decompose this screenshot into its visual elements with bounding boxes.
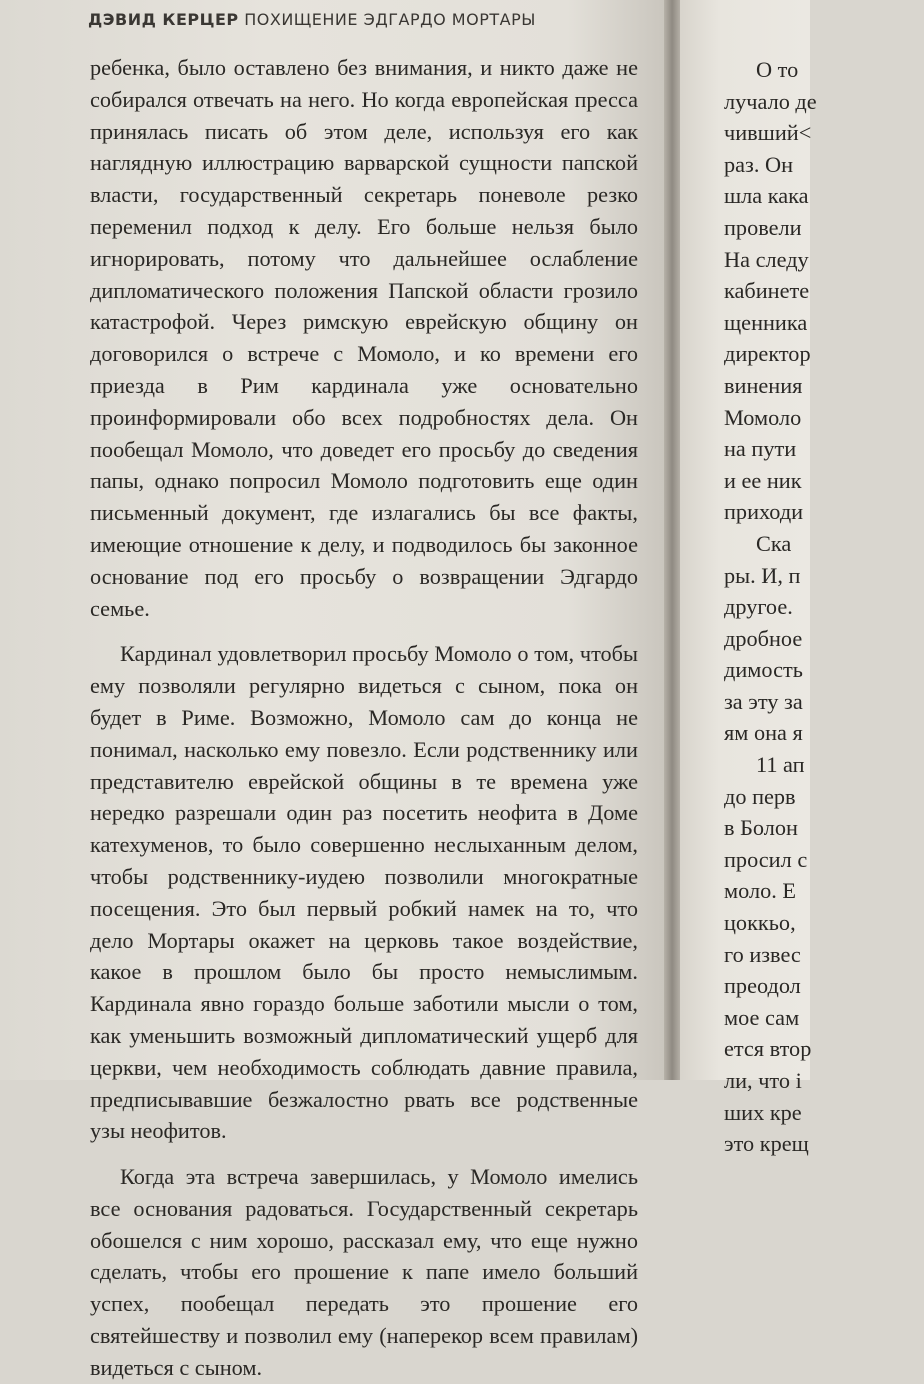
header-title: ПОХИЩЕНИЕ ЭДГАРДО МОРТАРЫ — [244, 10, 536, 29]
right-line: 11 ап — [756, 752, 805, 778]
right-line: это крещ — [724, 1131, 809, 1157]
right-line: директор — [724, 341, 811, 367]
paragraph-3: Когда эта встреча завершилась, у Момоло имелись все основания радоваться. Государственный секретарь обошелся с ним хорошо, рассказал ему, что еще нужно сделать, чтобы его прошение к папе имело больший успех, пообещал передать это прошение его святейшеству и позволил ему (наперекор всем правилам) видеться с сыном. — [90, 1164, 638, 1380]
right-line: просил с — [724, 846, 808, 872]
right-line: до перв — [724, 783, 796, 809]
right-line: провели — [724, 214, 802, 240]
right-line: винения — [724, 372, 803, 398]
right-line: раз. Он — [724, 151, 794, 177]
right-line: димость — [724, 657, 803, 683]
right-line: лучало де — [724, 88, 817, 114]
right-line: чивший< — [724, 120, 812, 146]
right-line: моло. Е — [724, 878, 797, 904]
right-line: На следу — [724, 246, 809, 272]
right-line: в Болон — [724, 815, 798, 841]
right-line: ется втор — [724, 1036, 812, 1062]
paragraph-2: Кардинал удовлетворил просьбу Момоло о том, чтобы ему позволяли регулярно видеться с сыном, пока он будет в Риме. Возможно, Момоло сам до конца не понимал, насколько ему повезло. Если родственнику или представителю еврейской общины в те времена уже нередко разрешали один раз посетить неофита в Доме катехуменов, то было совершенно неслыханным делом, чтобы родственнику-иудею позволили многократные посещения. Это был первый робкий намек на то, что дело Мортары окажет на церковь такое воздействие, какое в прошлом было бы просто немыслимым. Кардинала явно гораздо больше заботили мысли о том, как уменьшить возможный дипломатический ущерб для церкви, чем необходимость соблюдать давние правила, предписывавшие безжалостно рвать все родственные узы неофитов. — [90, 641, 638, 1144]
paragraph-1: ребенка, было оставлено без внимания, и никто даже не собирался отвечать на него. Но когда европейская пресса принялась писать об этом деле, используя его как наглядную иллюстрацию варварской сущности папской власти, государственный секретарь поневоле резко переменил подход к делу. Его больше нельзя было игнорировать, потому что дальнейшее ослабление дипломатического положения Папской области грозило катастрофой. Через римскую еврейскую общину он договорился о встрече с Момоло, и ко времени его приезда в Рим кардинала уже основательно проинформировали обо всех подробностях дела. Он пообещал Момоло, что доведет его просьбу до сведения папы, однако попросил Момоло подготовить еще один письменный документ, где излагались бы все факты, имеющие отношение к делу, и подводилось бы законное основание под его просьбу о возвращении Эдгардо семье. — [90, 55, 638, 621]
right-line: Момоло — [724, 404, 802, 430]
right-line: другое. — [724, 594, 793, 620]
right-line: Ска — [756, 530, 792, 556]
right-line: на пути — [724, 436, 797, 462]
right-line: ли, что і — [724, 1068, 802, 1093]
running-head — [88, 10, 536, 29]
header-author: ДЭВИД КЕРЦЕР — [88, 10, 239, 29]
right-line: преодол — [724, 973, 801, 999]
right-line: кабинете — [724, 278, 810, 304]
right-body-text — [724, 54, 924, 1160]
right-line: дробное — [724, 625, 803, 651]
right-line: шла кака — [724, 183, 809, 209]
right-line: и ее ник — [724, 467, 802, 493]
right-line: цоккьо, — [724, 910, 796, 936]
left-body-text — [90, 52, 638, 1384]
right-line: ям она я — [724, 720, 803, 746]
right-line: щенника — [724, 309, 808, 335]
right-line: го извес — [724, 941, 801, 967]
right-line: мое сам — [724, 1004, 800, 1030]
right-line: приходи — [724, 499, 804, 525]
right-line: О то — [756, 57, 799, 82]
right-line: ших кре — [724, 1099, 802, 1125]
right-line: за эту за — [724, 688, 803, 714]
right-line: ры. И, п — [724, 562, 801, 588]
